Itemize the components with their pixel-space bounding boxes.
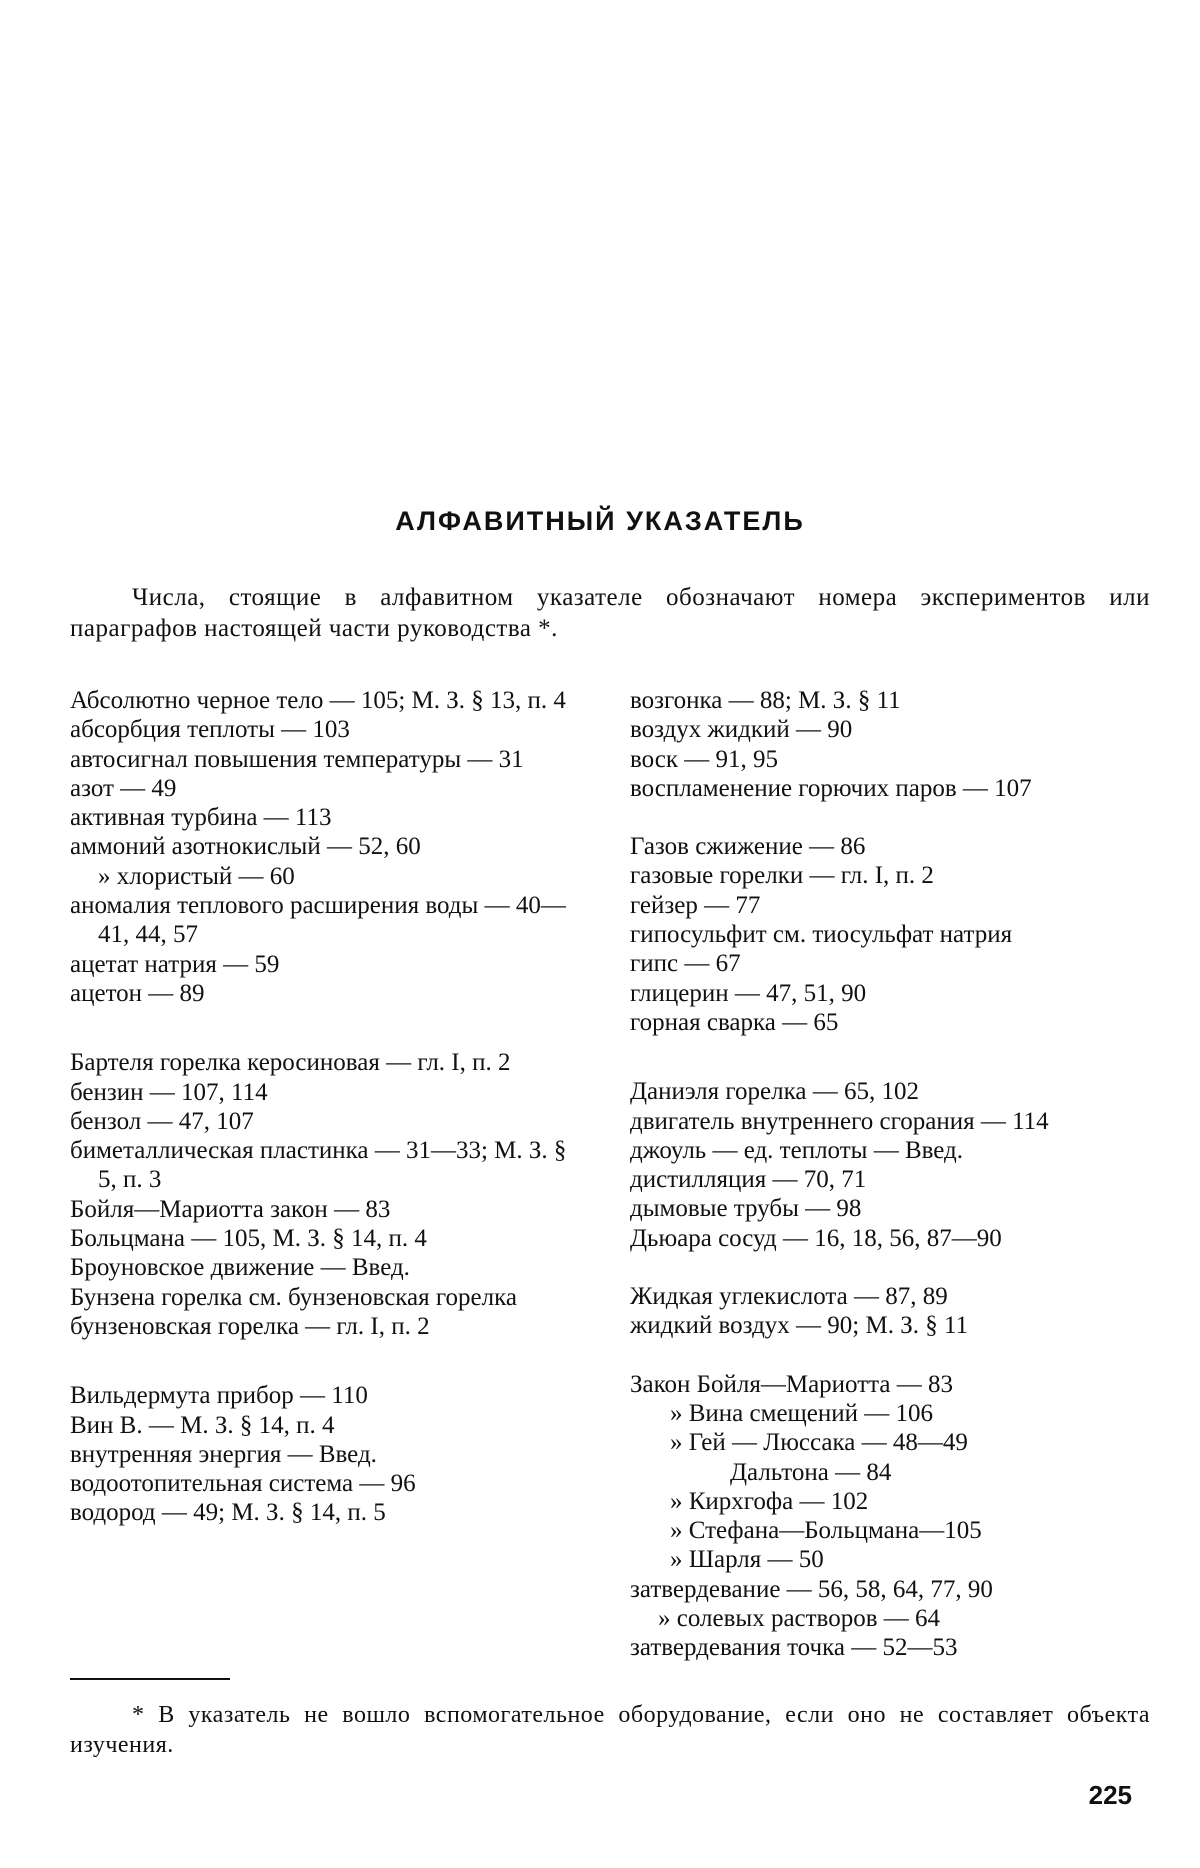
index-entry: Абсолютно черное тело — 105; М. З. § 13, п. 4 bbox=[70, 687, 566, 714]
index-entry: Вильдермута прибор — 110 bbox=[70, 1382, 368, 1410]
index-entry: биметаллическая пластинка — 31—33; М. З. § 5, п. 3 bbox=[70, 1137, 567, 1194]
index-entry: внутренняя энергия — Введ. bbox=[70, 1440, 377, 1468]
index-entry: Бартеля горелка керосиновая — гл. I, п. 2 bbox=[70, 1049, 511, 1077]
index-entry: ацетон — 89 bbox=[70, 979, 205, 1007]
index-entry: Жидкая углекислота — 87, 89 bbox=[630, 1283, 948, 1311]
index-entry: бензол — 47, 107 bbox=[70, 1107, 254, 1135]
index-group-d bbox=[630, 1077, 1160, 1253]
index-column-right bbox=[630, 686, 1160, 1692]
index-entry: возгонка — 88; М. З. § 11 bbox=[630, 687, 901, 714]
index-entry: активная турбина — 113 bbox=[70, 804, 332, 832]
index-entry: газовые горелки — гл. I, п. 2 bbox=[630, 862, 934, 890]
index-entry: аммоний азотнокислый — 52, 60 bbox=[70, 833, 421, 861]
page-number: 225 bbox=[1088, 1780, 1132, 1810]
index-group-z bbox=[630, 1370, 1160, 1663]
page-title: АЛФАВИТНЫЙ УКАЗАТЕЛЬ bbox=[395, 506, 805, 536]
index-entry: бензин — 107, 114 bbox=[70, 1078, 268, 1106]
index-entry: Вин В. — М. З. § 14, п. 4 bbox=[70, 1411, 335, 1439]
index-group-v bbox=[70, 1381, 590, 1527]
index-entry: азот — 49 bbox=[70, 774, 177, 802]
intro-paragraph: Числа, стоящие в алфавитном указателе обозначают номера экспериментов или параграфов настоящей части руководства *. bbox=[70, 584, 1150, 642]
index-entry: автосигнал повышения температуры — 31 bbox=[70, 745, 524, 773]
index-entry: гейзер — 77 bbox=[630, 891, 761, 919]
index-subentry: » Кирхгофа — 102 bbox=[670, 1487, 869, 1515]
index-entry: водоотопительная система — 96 bbox=[70, 1470, 416, 1498]
index-subentry: » Вина смещений — 106 bbox=[670, 1399, 934, 1427]
index-entry: абсорбция теплоты — 103 bbox=[70, 716, 350, 744]
index-group-g bbox=[630, 832, 1160, 1037]
index-entry: Закон Бойля—Мариотта — 83 bbox=[630, 1370, 953, 1398]
index-entry: дистилляция — 70, 71 bbox=[630, 1166, 867, 1194]
index-entry: воздух жидкий — 90 bbox=[630, 716, 853, 744]
index-entry: джоуль — ед. теплоты — Введ. bbox=[630, 1136, 964, 1164]
index-group-a bbox=[70, 686, 590, 1008]
index-entry: водород — 49; М. З. § 14, п. 5 bbox=[70, 1499, 386, 1527]
index-entry: дымовые трубы — 98 bbox=[630, 1195, 862, 1223]
index-entry: аномалия теплового расширения воды — 40—41, 44, 57 bbox=[70, 892, 566, 949]
index-entry: затвердевания точка — 52—53 bbox=[630, 1634, 958, 1662]
index-group-v-cont bbox=[630, 686, 1160, 803]
index-entry: Бунзена горелка см. бунзеновская горелка bbox=[70, 1283, 517, 1311]
index-subentry: » хлористый — 60 bbox=[98, 862, 295, 890]
index-column-left bbox=[70, 686, 590, 1557]
footnote-rule bbox=[70, 1678, 230, 1680]
index-group-zh bbox=[630, 1282, 1160, 1341]
index-entry: жидкий воздух — 90; М. З. § 11 bbox=[630, 1312, 969, 1340]
index-subentry: » Шарля — 50 bbox=[670, 1546, 824, 1574]
index-entry: Газов сжижение — 86 bbox=[630, 833, 866, 861]
footnote: * В указатель не вошло вспомогательное оборудование, если оно не составляет объекта изучения. bbox=[70, 1702, 1150, 1758]
index-subentry: » Гей — Люссака — 48—49 bbox=[670, 1429, 968, 1457]
index-entry: затвердевание — 56, 58, 64, 77, 90 bbox=[630, 1575, 993, 1603]
index-group-b bbox=[70, 1048, 590, 1341]
index-entry: гипс — 67 bbox=[630, 950, 741, 978]
index-entry: Больцмана — 105, М. З. § 14, п. 4 bbox=[70, 1225, 427, 1253]
index-entry: Бойля—Мариотта закон — 83 bbox=[70, 1195, 391, 1223]
index-entry: бунзеновская горелка — гл. I, п. 2 bbox=[70, 1312, 430, 1340]
index-entry: горная сварка — 65 bbox=[630, 1008, 839, 1036]
index-subentry: Дальтона — 84 bbox=[730, 1458, 892, 1486]
index-entry: Дьюара сосуд — 16, 18, 56, 87—90 bbox=[630, 1224, 1002, 1252]
index-subentry: » солевых растворов — 64 bbox=[658, 1605, 940, 1633]
index-entry: Даниэля горелка — 65, 102 bbox=[630, 1078, 919, 1106]
index-entry: гипосульфит см. тиосульфат натрия bbox=[630, 921, 1013, 949]
index-entry: двигатель внутреннего сгорания — 114 bbox=[630, 1107, 1049, 1135]
index-entry: ацетат натрия — 59 bbox=[70, 950, 280, 978]
index-entry: воспламенение горючих паров — 107 bbox=[630, 774, 1032, 802]
index-subentry: » Стефана—Больцмана—105 bbox=[670, 1517, 982, 1545]
index-entry: Броуновское движение — Введ. bbox=[70, 1254, 410, 1282]
index-entry: глицерин — 47, 51, 90 bbox=[630, 979, 867, 1007]
index-entry: воск — 91, 95 bbox=[630, 745, 778, 773]
